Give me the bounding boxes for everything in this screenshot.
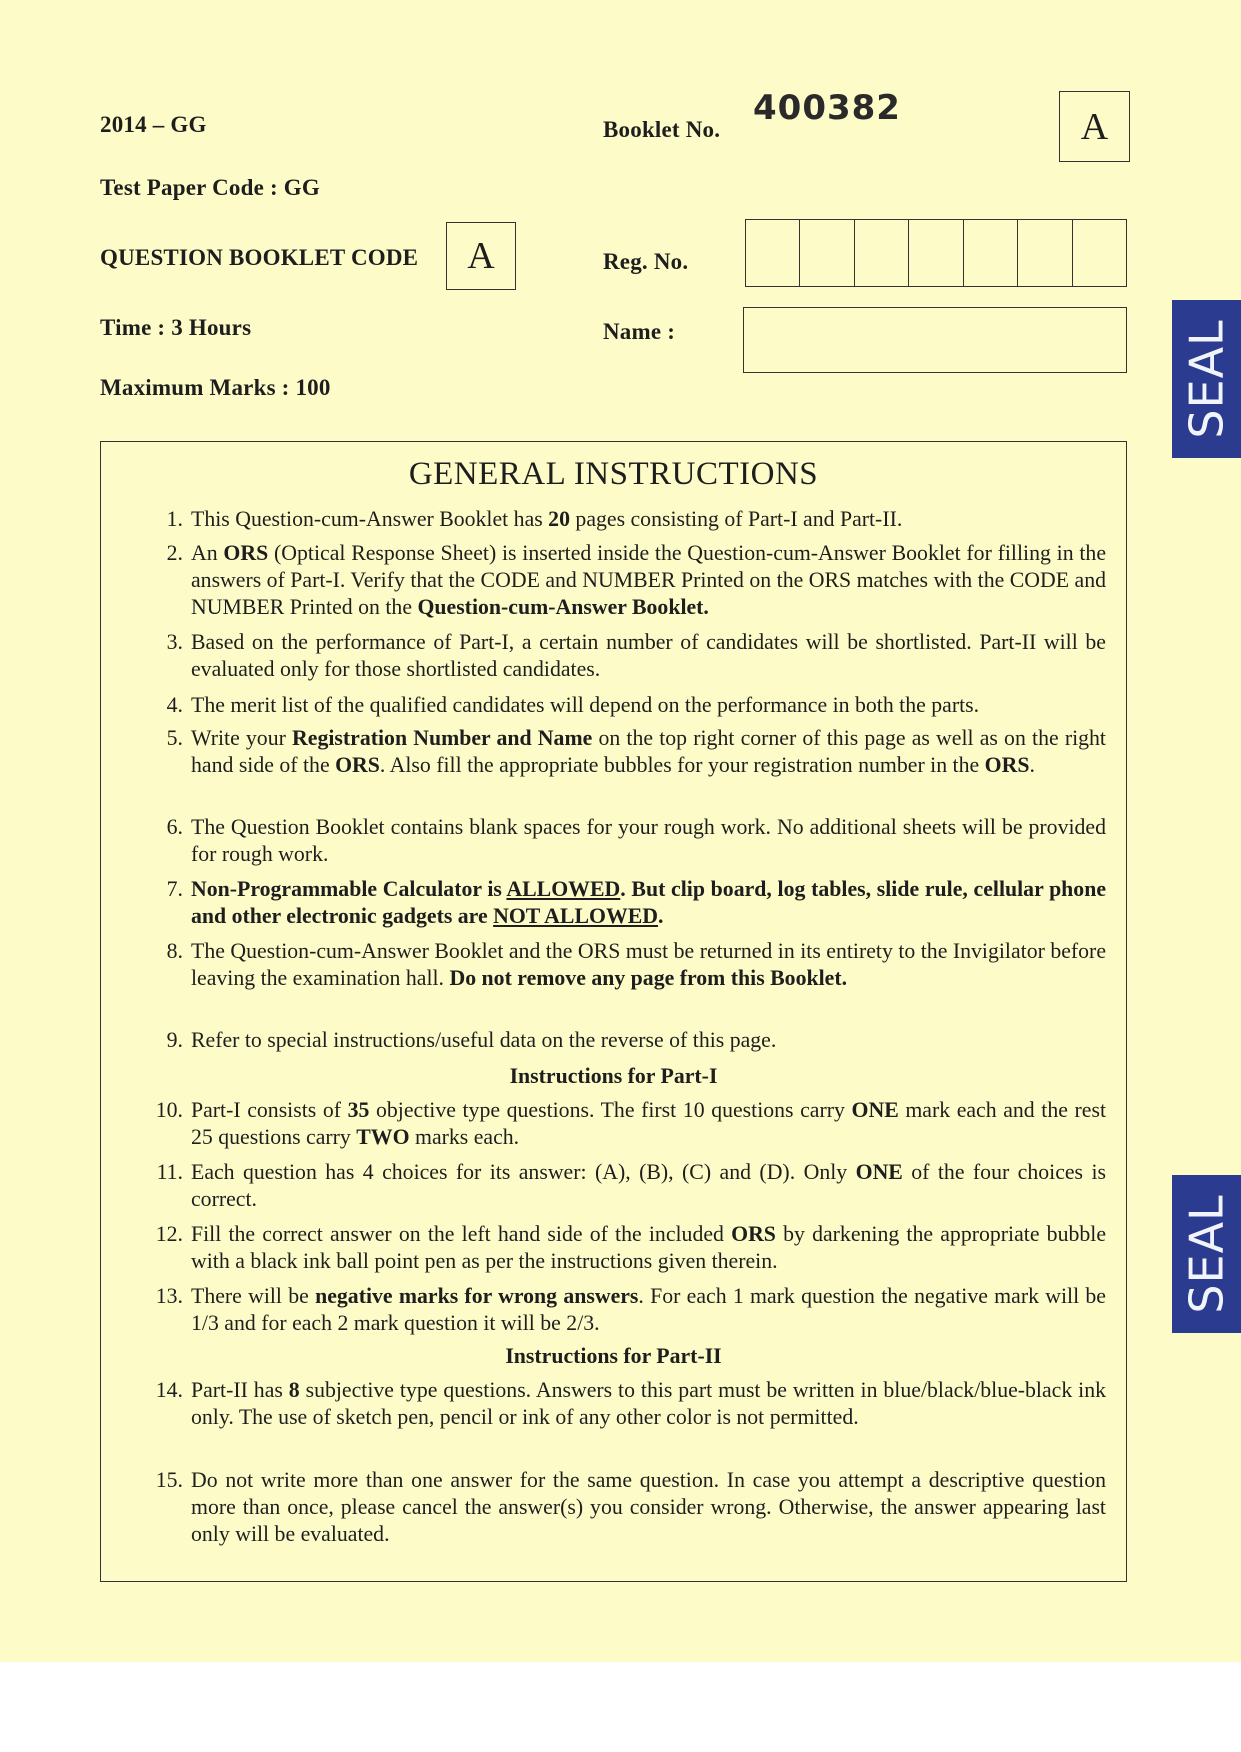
instruction-number: 10. bbox=[155, 1098, 183, 1122]
instruction-text: The merit list of the qualified candidates will depend on the performance in both the parts. bbox=[191, 693, 980, 717]
reg-no-cell[interactable] bbox=[746, 220, 799, 286]
reg-no-cell[interactable] bbox=[1072, 220, 1126, 286]
instruction-text: of the four choices is correct. bbox=[191, 1160, 1106, 1211]
reg-no-cell[interactable] bbox=[963, 220, 1017, 286]
instruction-number: 9. bbox=[166, 1028, 183, 1052]
instruction-underlined: ALLOWED bbox=[506, 877, 621, 901]
instruction-text: subjective type questions. Answers to this part must be written in blue/black/blue-black ink only. The use of sketch pen, pencil or ink of any other color is not permitted. bbox=[191, 1378, 1107, 1429]
test-paper-code: Test Paper Code : GG bbox=[100, 175, 320, 200]
instruction-text: An bbox=[191, 541, 224, 565]
instruction-item bbox=[141, 540, 1106, 621]
instruction-text: This Question-cum-Answer Booklet has bbox=[191, 507, 549, 531]
instruction-text: Write your bbox=[191, 726, 293, 750]
instruction-text: on the top right corner of this page as well as on the right hand side of the bbox=[191, 726, 1106, 777]
instruction-emphasis: ORS bbox=[223, 541, 269, 565]
instruction-item bbox=[141, 629, 1106, 683]
part2-heading: Instructions for Part-II bbox=[505, 1344, 722, 1368]
instruction-number: 13. bbox=[155, 1284, 183, 1308]
instruction-item bbox=[141, 1377, 1106, 1431]
seal-tab-bottom bbox=[1172, 1175, 1241, 1333]
instruction-number: 4. bbox=[166, 693, 183, 717]
reg-no-cell[interactable] bbox=[908, 220, 962, 286]
seal-tab-top bbox=[1172, 300, 1241, 458]
instruction-text: Fill the correct answer on the left hand side of the included bbox=[191, 1222, 732, 1246]
instruction-text: . Also fill the appropriate bubbles for your registration number in the bbox=[379, 753, 985, 777]
instruction-emphasis: 20 bbox=[548, 507, 570, 531]
instruction-emphasis: 35 bbox=[347, 1098, 370, 1122]
instruction-text: marks each. bbox=[409, 1125, 520, 1149]
instruction-emphasis: . bbox=[658, 904, 664, 928]
instruction-emphasis: ORS bbox=[984, 753, 1030, 777]
instruction-emphasis: ONE bbox=[851, 1098, 899, 1122]
instruction-emphasis: ORS bbox=[731, 1222, 776, 1246]
instruction-text: pages consisting of Part-I and Part-II. bbox=[569, 507, 903, 531]
instruction-emphasis: TWO bbox=[356, 1125, 410, 1149]
instruction-item bbox=[141, 1159, 1106, 1213]
general-instructions-panel bbox=[100, 441, 1127, 1582]
instruction-text: (Optical Response Sheet) is inserted inside the Question-cum-Answer Booklet for filling in the answers of Part-I. Verify that the CODE and NUMBER Printed on the ORS matches with the CODE and NUMBER Printed on the bbox=[191, 541, 1107, 619]
reg-no-cell[interactable] bbox=[854, 220, 908, 286]
booklet-series-box bbox=[1059, 91, 1130, 162]
instruction-emphasis: Question-cum-Answer Booklet. bbox=[417, 595, 709, 619]
instruction-number: 2. bbox=[166, 541, 183, 565]
reg-no-cell[interactable] bbox=[1017, 220, 1071, 286]
instruction-number: 5. bbox=[166, 726, 183, 750]
panel-title: GENERAL INSTRUCTIONS bbox=[408, 456, 819, 492]
booklet-no-label: Booklet No. bbox=[603, 117, 721, 142]
instruction-number: 1. bbox=[166, 507, 183, 531]
part1-heading: Instructions for Part-I bbox=[509, 1064, 718, 1088]
booklet-no-value: 400382 bbox=[753, 88, 901, 128]
instruction-item bbox=[141, 876, 1106, 930]
instruction-text: by darkening the appropriate bubble with a black ink ball point pen as per the instructions given therein. bbox=[191, 1222, 1106, 1273]
instruction-text: There will be bbox=[191, 1284, 316, 1308]
instruction-number: 11. bbox=[156, 1160, 183, 1184]
instruction-emphasis: Do not remove any page from this Booklet. bbox=[449, 966, 848, 990]
instruction-emphasis: Registration Number and Name bbox=[292, 726, 593, 750]
instruction-emphasis: ONE bbox=[855, 1160, 903, 1184]
instruction-item bbox=[141, 1097, 1106, 1151]
time-label: Time : 3 Hours bbox=[100, 315, 252, 340]
question-booklet-code-box bbox=[446, 222, 516, 290]
instruction-item bbox=[141, 725, 1106, 779]
reg-no-label: Reg. No. bbox=[603, 249, 689, 274]
instruction-text: Each question has 4 choices for its answer: (A), (B), (C) and (D). Only bbox=[191, 1160, 856, 1184]
question-booklet-code-label: QUESTION BOOKLET CODE bbox=[100, 245, 419, 270]
instruction-number: 7. bbox=[166, 877, 183, 901]
instruction-text: Part-II has bbox=[191, 1378, 289, 1402]
instruction-text: Refer to special instructions/useful data on the reverse of this page. bbox=[191, 1028, 777, 1052]
instruction-text: objective type questions. The first 10 questions carry bbox=[369, 1098, 852, 1122]
seal-label: SEAL bbox=[1179, 1194, 1234, 1314]
instruction-emphasis: negative marks for wrong answers bbox=[315, 1284, 639, 1308]
instruction-emphasis: 8 bbox=[288, 1378, 300, 1402]
instruction-item bbox=[141, 1467, 1106, 1548]
seal-label: SEAL bbox=[1179, 319, 1234, 439]
instruction-item bbox=[141, 1283, 1106, 1337]
instruction-emphasis: Non-Programmable Calculator is bbox=[191, 877, 507, 901]
name-label: Name : bbox=[603, 319, 676, 344]
instruction-item bbox=[141, 814, 1106, 868]
booklet-series-value: A bbox=[1080, 105, 1109, 148]
instruction-emphasis: . But clip board, log tables, slide rule, cellular phone and other electronic gadgets are bbox=[191, 877, 1107, 928]
instruction-number: 6. bbox=[166, 815, 183, 839]
instruction-item bbox=[141, 1027, 1106, 1054]
instruction-text: The Question-cum-Answer Booklet and the ORS must be returned in its entirety to the Invigilator before leaving the examination hall. bbox=[191, 939, 1106, 990]
instruction-text: mark each and the rest 25 questions carry bbox=[191, 1098, 1106, 1149]
reg-no-grid[interactable] bbox=[745, 219, 1127, 287]
instruction-number: 3. bbox=[166, 630, 183, 654]
instruction-text: Based on the performance of Part-I, a certain number of candidates will be shortlisted. Part-II will be evaluated only for those shortlisted candidates. bbox=[191, 630, 1106, 681]
paper-year-code: 2014 – GG bbox=[100, 112, 207, 137]
instruction-text: . For each 1 mark question the negative mark will be 1/3 and for each 2 mark question it will be 2/3. bbox=[191, 1284, 1106, 1335]
instruction-number: 14. bbox=[155, 1378, 183, 1402]
instruction-item bbox=[141, 938, 1106, 992]
instruction-item bbox=[141, 692, 1106, 719]
instruction-underlined: NOT ALLOWED bbox=[493, 904, 659, 928]
instruction-emphasis: ORS bbox=[335, 753, 380, 777]
question-booklet-code-value: A bbox=[467, 235, 495, 277]
instruction-text: Part-I consists of bbox=[191, 1098, 348, 1122]
instruction-number: 15. bbox=[155, 1468, 183, 1492]
name-field[interactable] bbox=[743, 307, 1127, 373]
instruction-text: . bbox=[1029, 753, 1035, 777]
max-marks: Maximum Marks : 100 bbox=[100, 375, 331, 400]
instruction-number: 12. bbox=[155, 1222, 183, 1246]
instruction-text: Do not write more than one answer for the same question. In case you attempt a descriptive question more than once, please cancel the answer(s) you consider wrong. Otherwise, the answer appearing last only will be evaluated. bbox=[191, 1468, 1106, 1546]
instruction-text: The Question Booklet contains blank spaces for your rough work. No additional sheets will be provided for rough work. bbox=[191, 815, 1106, 866]
instruction-item bbox=[141, 1221, 1106, 1275]
reg-no-cell[interactable] bbox=[799, 220, 853, 286]
instruction-item bbox=[141, 506, 1106, 533]
instruction-number: 8. bbox=[166, 939, 183, 963]
